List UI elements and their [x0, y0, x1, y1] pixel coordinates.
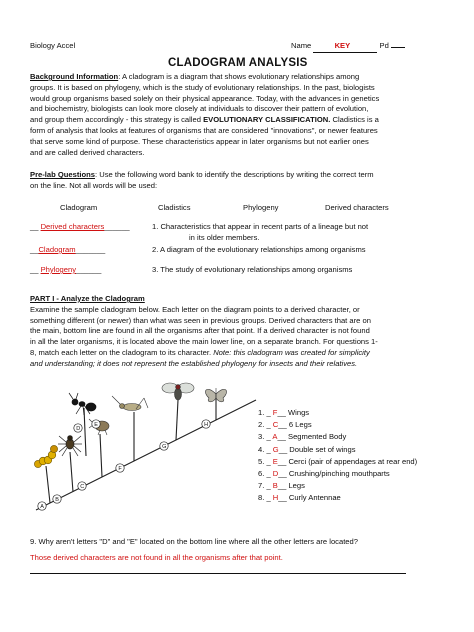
prelab-heading: Pre-lab Questions: [30, 170, 95, 179]
svg-text:F: F: [118, 466, 122, 472]
word-bank-item: Derived characters: [325, 203, 389, 212]
cladogram-branch: [46, 466, 50, 503]
cladogram-branch: [84, 408, 86, 456]
cladogram-marker-f: [116, 464, 124, 472]
svg-text:A: A: [40, 504, 44, 510]
caterpillar-icon: [34, 445, 57, 467]
question-9: 9. Why aren't letters "D" and "E" located on the bottom line where all the other letters are located?: [30, 537, 358, 546]
svg-text:E: E: [94, 422, 98, 428]
pd-blank[interactable]: [391, 47, 405, 48]
name-line[interactable]: [291, 41, 405, 53]
cladogram-diagram: [26, 382, 266, 522]
answer-line[interactable]: [30, 573, 406, 574]
pd-label: Pd: [379, 41, 389, 50]
prelab-answer-2[interactable]: __Cladogram_______: [30, 245, 106, 254]
background-heading: Background Information: [30, 72, 119, 81]
ant-icon: [69, 393, 96, 415]
name-label: Name: [291, 41, 312, 50]
page-title: CLADOGRAM ANALYSIS: [168, 57, 308, 69]
svg-text:B: B: [55, 497, 59, 503]
matching-item[interactable]: 2. _ C__ 6 Legs: [258, 420, 312, 430]
cladogram-marker-d: [74, 424, 82, 432]
svg-text:D: D: [76, 426, 81, 432]
evolutionary-classification-term: EVOLUTIONARY CLASSIFICATION.: [203, 115, 331, 125]
course-label: Biology Accel: [30, 41, 76, 50]
cricket-icon: [112, 396, 148, 411]
cladogram-main-line: [36, 400, 256, 510]
matching-item[interactable]: 3. _ A__ Segmented Body: [258, 432, 347, 442]
word-bank-item: Phylogeny: [243, 203, 279, 212]
cladogram-marker-a: [38, 502, 46, 510]
svg-text:G: G: [162, 444, 167, 450]
cladogram-marker-h: [202, 420, 210, 428]
cladogram-marker-e: [92, 420, 100, 428]
word-bank-item: Cladistics: [158, 203, 191, 212]
background-paragraph: Background Information: A cladogram is a diagram that shows evolutionary relationships among groups. It is based on phylogeny, which is the study of evolutionary relationships. In the past, biologists would group organisms based solely on their physical appearance. Today, with the advances in genetics and biochemistry, biologists can look more closely at individuals to discover their pattern of evolution, and group them accordingly - this strategy is called EVOLUTIONARY CLASSIFICATION. Cladistics is a form of analysis that looks at features of organisms that are considered "innovations", or newer features that serve some kind of purpose. These characteristics appear in later organisms but not earlier ones and are called derived characters.: [30, 72, 380, 157]
prelab-question-1: 1. Characteristics that appear in recent parts of a lineage but not in its older members.: [152, 222, 369, 242]
matching-item[interactable]: 1. _ F__ Wings: [258, 408, 310, 417]
cladogram-branch: [176, 400, 178, 440]
prelab-question-2: 2. A diagram of the evolutionary relationships among organisms: [152, 245, 366, 254]
matching-item[interactable]: 4. _ G__ Double set of wings: [258, 444, 356, 454]
svg-text:H: H: [204, 422, 209, 428]
matching-item[interactable]: 8. _ H__ Curly Antennae: [258, 493, 341, 503]
word-bank-item: Cladogram: [60, 203, 98, 212]
svg-text:C: C: [80, 484, 85, 490]
moth-icon: [205, 388, 226, 402]
cladogram-branch: [70, 452, 73, 492]
cladogram-branch: [100, 434, 102, 477]
fly-icon: [162, 383, 194, 400]
cladogram-marker-c: [78, 482, 86, 490]
prelab-answer-1[interactable]: __ Derived characters______: [30, 222, 130, 231]
matching-item[interactable]: 5. _ E__ Cerci (pair of appendages at rear end): [258, 456, 418, 466]
matching-item[interactable]: 6. _ D__ Crushing/pinching mouthparts: [258, 469, 390, 479]
matching-item[interactable]: 7. _ B__ Legs: [258, 481, 305, 491]
prelab-intro: Pre-lab Questions: Use the following word bank to identify the descriptions by writing the correct term on the line. Not all words will be used:: [30, 170, 374, 190]
prelab-question-3: 3. The study of evolutionary relationships among organisms: [152, 265, 353, 274]
prelab-answer-3[interactable]: __ Phylogeny______: [30, 265, 102, 274]
cladogram-marker-b: [53, 495, 61, 503]
matching-list: [258, 407, 417, 505]
part1-paragraph: PART I - Analyze the Cladogram Examine the sample cladogram below. Each letter on the diagram points to a derived character, or something different (or newer) than what was seen in previous groups. Derived characters that are on the main, bottom line are found in all the organisms after that point. If a derived character is not found in all the later organisms, it is located above the main lower line, on a separate branch. For questions 1- 8, match each letter on the cladogram to its character. Note: this cladogram was created for simplicity and understanding; it does not represent the established phylogeny for insects and their relatives.: [30, 294, 450, 370]
part1-heading: PART I - Analyze the Cladogram: [30, 294, 145, 303]
name-value: KEY: [334, 41, 351, 50]
cladogram-marker-g: [160, 442, 168, 450]
question-9-answer[interactable]: Those derived characters are not found in all the organisms after that point.: [30, 553, 283, 562]
